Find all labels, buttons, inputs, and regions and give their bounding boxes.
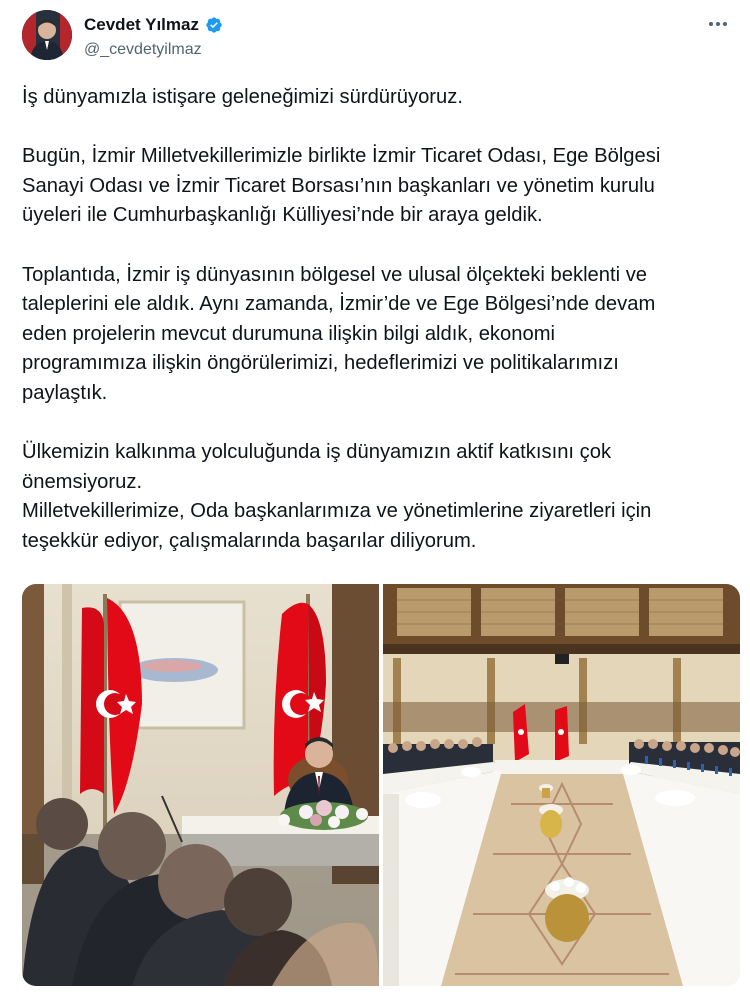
photo-meeting-closeup[interactable] [22,584,379,986]
tweet-header [22,10,732,66]
tweet-text-line: teşekkür ediyor, çalışmalarında başarılar diliyorum. [22,529,477,552]
paragraph-gap [22,409,737,439]
paragraph-gap [22,113,737,143]
tweet-text-line: eden projelerin mevcut durumuna ilişkin bilgi aldık, ekonomi [22,322,555,345]
tweet-text-line: Ülkemizin kalkınma yolculuğunda iş dünyamızın aktif katkısını çok [22,441,612,464]
more-options-button[interactable] [704,12,732,36]
tweet-text-line: üyeleri ile Cumhurbaşkanlığı Külliyesi’nde bir araya geldik. [22,204,543,227]
tweet-text-line: Milletvekillerimize, Oda başkanlarımıza ve yönetimlerine ziyaretleri için [22,500,652,523]
photo-meeting-hall[interactable] [383,584,740,986]
author-display-name[interactable]: Cevdet Yılmaz [84,15,199,34]
paragraph-gap [22,231,737,261]
tweet-text-line: taleplerini ele aldık. Aynı zamanda, İzmir’de ve Ege Bölgesi’nde devam [22,293,656,316]
tweet-text [22,83,737,557]
verified-badge-icon [205,16,223,34]
avatar[interactable] [22,10,72,60]
author-handle[interactable]: @_cevdetyilmaz [84,41,202,58]
tweet-text-line: önemsiyoruz. [22,470,143,493]
tweet-text-line: paylaştık. [22,381,108,404]
tweet-text-line: Bugün, İzmir Milletvekillerimizle birlikte İzmir Ticaret Odası, Ege Bölgesi [22,145,661,168]
tweet-text-line: Toplantıda, İzmir iş dünyasının bölgesel ve ulusal ölçekteki beklenti ve [22,263,648,286]
ellipsis-icon [708,21,728,27]
tweet-text-line: İş dünyamızla istişare geleneğimizi sürdürüyoruz. [22,86,463,108]
tweet-media [22,584,740,986]
tweet-text-line: programımıza ilişkin öngörülerimizi, hedeflerimizi ve politikalarımızı [22,352,619,375]
tweet-text-line: Sanayi Odası ve İzmir Ticaret Borsası’nın başkanları ve yönetim kurulu [22,174,655,197]
